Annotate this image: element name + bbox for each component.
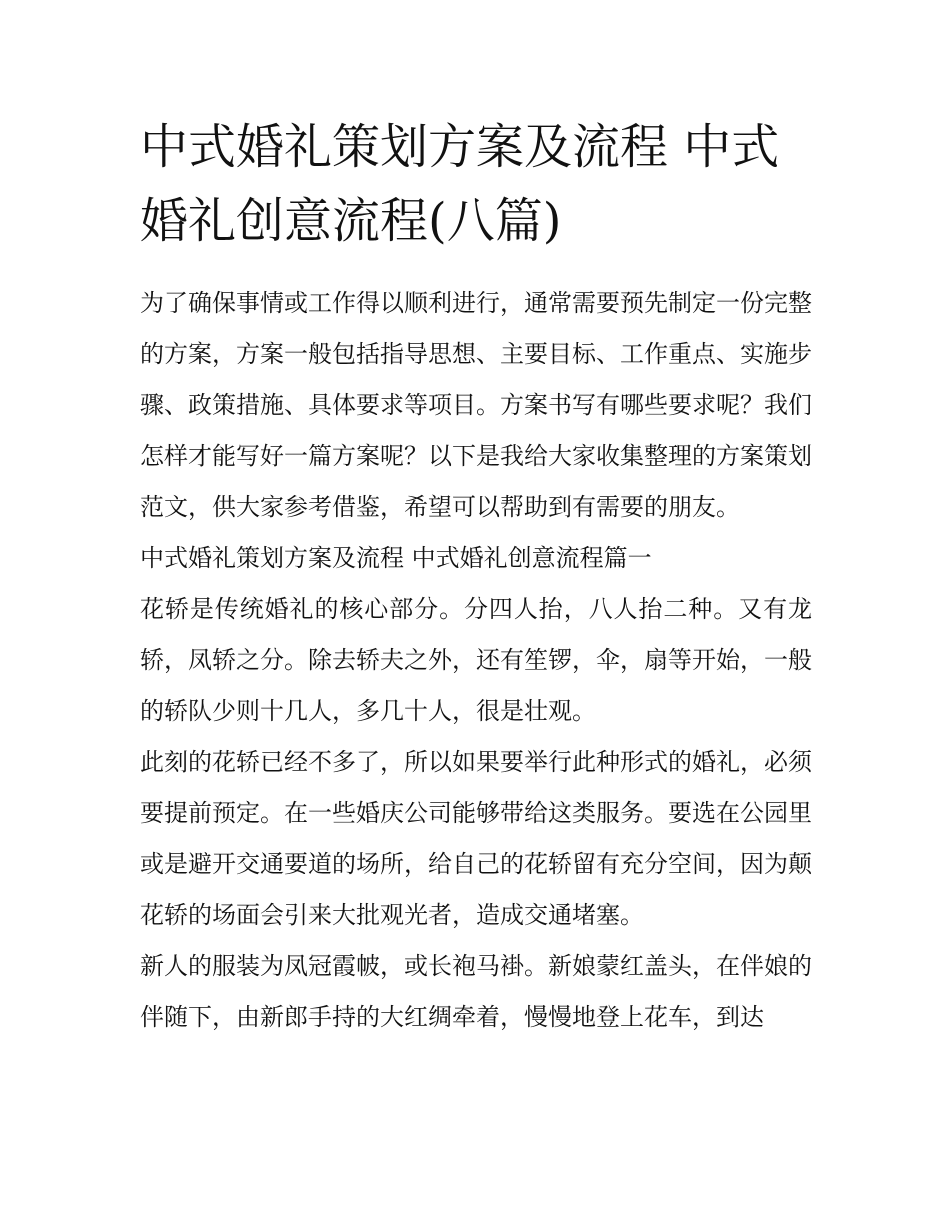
section-heading: 中式婚礼策划方案及流程 中式婚礼创意流程篇一 <box>140 544 652 572</box>
body-paragraph: 花轿是传统婚礼的核心部分。分四人抬，八人抬二种。又有龙轿，凤轿之分。除去轿夫之外，还有笙锣，伞，扇等开始，一般的轿队少则十几人，多几十人，很是壮观。 <box>140 595 812 725</box>
body-paragraph: 此刻的花轿已经不多了，所以如果要举行此种形式的婚礼，必须要提前预定。在一些婚庆公司能够带给这类服务。要选在公园里或是避开交通要道的场所，给自己的花轿留有充分空间，因为颠花轿的场面会引来大批观光者，造成交通堵塞。 <box>140 748 812 929</box>
intro-paragraph: 为了确保事情或工作得以顺利进行，通常需要预先制定一份完整的方案，方案一般包括指导思想、主要目标、工作重点、实施步骤、政策措施、具体要求等项目。方案书写有哪些要求呢？我们怎样才能写好一篇方案呢？以下是我给大家收集整理的方案策划范文，供大家参考借鉴，希望可以帮助到有需要的朋友。 <box>140 289 812 521</box>
document-page <box>140 110 812 1043</box>
body-paragraph: 新人的服装为凤冠霞帔，或长袍马褂。新娘蒙红盖头，在伴娘的伴随下，由新郎手持的大红绸牵着，慢慢地登上花车，到达 <box>140 952 812 1031</box>
document-title: 中式婚礼策划方案及流程 中式婚礼创意流程(八篇) <box>140 119 780 249</box>
